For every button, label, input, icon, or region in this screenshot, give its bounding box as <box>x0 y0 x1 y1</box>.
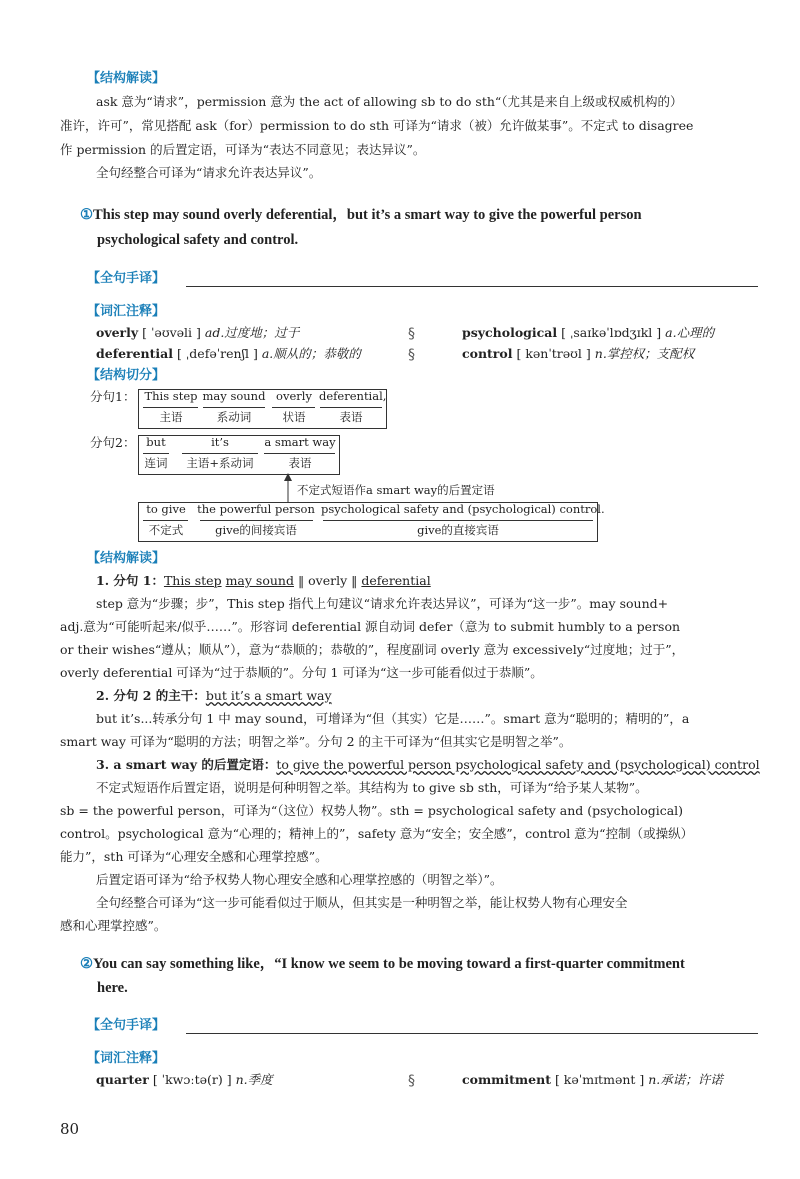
sentence-2-text: You can say something like，“I know we seem to be moving toward a first-quarter commitment <box>93 956 685 972</box>
page-number: 80 <box>60 1120 80 1138</box>
analysis-2-line: smart way 可译为“聪明的方法；明智之举”。分句 2 的主干可译为“但其实它是明智之举”。 <box>60 734 572 749</box>
analysis-1-line: or their wishes“遵从；顺从”），意为“恭顺的；恭敬的”，程度副词 overly 意为 excessively“过度地；过于”， <box>60 642 685 657</box>
clause-word: This step <box>144 389 198 403</box>
sentence-number: ② <box>80 956 93 972</box>
clause-word: may sound <box>202 389 266 403</box>
separator-icon: § <box>408 347 415 363</box>
analysis-3-line: sb = the powerful person，可译为“（这位）权势人物”。sth = psychological safety and (psychological) <box>60 803 684 818</box>
analysis-1-line: overly deferential 可译为“过于恭顺的”。分句 1 可译为“这一步可能看似过于恭顺”。 <box>60 665 543 680</box>
separator-icon: § <box>408 326 415 342</box>
analysis-3-title: 3. a smart way 的后置定语：to give the powerful person psychological safety and (psychological) control <box>96 757 760 772</box>
analysis-3-line: 不定式短语作后置定语，说明是何种明智之举。其结构为 to give sb sth，可译为“给予某人某物”。 <box>96 780 648 795</box>
clause-2-label: 分句2： <box>90 435 136 450</box>
structure-split-heading: 【结构切分】 <box>87 368 166 383</box>
vocab-heading: 【词汇注释】 <box>87 304 166 319</box>
clause-word: to give <box>146 502 186 516</box>
attributive-translation: 后置定语可译为“给予权势人物心理安全感和心理掌控感的（明智之举）”。 <box>96 872 503 887</box>
full-translation-line: 感和心理掌控感”。 <box>60 918 167 933</box>
sec1-line-3: 作 permission 的后置定语，可译为“表达不同意见；表达异议”。 <box>60 142 426 157</box>
full-translation-line: 全句经整合可译为“这一步可能看似过于顺从，但其实是一种明智之举，能让权势人物有心理安全 <box>96 895 628 910</box>
analysis-1-line: step 意为“步骤；步”，This step 指代上句建议“请求允许表达异议”，可译为“这一步”。may sound+ <box>96 596 669 611</box>
clause-word: overly <box>276 389 312 403</box>
analysis-3-line: control。psychological 意为“心理的；精神上的”，safety 意为“安全；安全感”，control 意为“控制（或操纵） <box>60 826 694 841</box>
sentence-2-line-2: here. <box>97 980 128 996</box>
clause-word: deferential, <box>319 389 387 403</box>
analysis-3-line: 能力”，sth 可译为“心理安全感和心理掌控感”。 <box>60 849 328 864</box>
sentence-1-text: This step may sound overly deferential，but it’s a smart way to give the powerful person <box>93 207 642 223</box>
sentence-1-line-2: psychological safety and control. <box>97 232 299 248</box>
sentence-1-line-1 <box>80 204 642 226</box>
clause-word: the powerful person <box>197 502 315 516</box>
vocab-item: quarter [ ˈkwɔːtə(r) ] n.季度 <box>96 1072 273 1087</box>
vocab-item: overly [ ˈəʊvəli ] ad.过度地；过于 <box>96 325 300 340</box>
clause-word: a smart way <box>264 435 336 449</box>
sentence-number: ① <box>80 207 93 223</box>
vocab-item: control [ kənˈtrəʊl ] n.掌控权；支配权 <box>462 346 695 361</box>
clause-role: 主语 <box>159 410 183 424</box>
arrow-up-icon <box>282 473 294 503</box>
clause-word: it’s <box>211 435 229 449</box>
clause-role: 连词 <box>144 456 168 470</box>
clause-role: 不定式 <box>148 523 184 537</box>
sec1-line-1: ask 意为“请求”，permission 意为 the act of allowing sb to do sth“（尤其是来自上级或权威机构的） <box>96 94 683 109</box>
separator-icon: § <box>408 1073 415 1089</box>
analysis-heading: 【结构解读】 <box>87 551 166 566</box>
vocab-item: commitment [ kəˈmɪtmənt ] n.承诺；许诺 <box>462 1072 723 1087</box>
structure-analysis-heading: 【结构解读】 <box>87 71 166 86</box>
translation-blank-line[interactable] <box>186 1033 758 1034</box>
clause-word: but <box>146 435 166 449</box>
analysis-1-title: 1. 分句 1：This step may sound ‖ overly ‖ deferential <box>96 573 431 588</box>
clause-role: 状语 <box>282 410 306 424</box>
clause-role: 表语 <box>288 456 312 470</box>
clause-role: 表语 <box>339 410 363 424</box>
vocab-item: psychological [ ˌsaɪkəˈlɒdʒɪkl ] a.心理的 <box>462 325 715 340</box>
analysis-2-line: but it’s...转承分句 1 中 may sound，可增译为“但（其实）它是……”。smart 意为“聪明的；精明的”，a <box>96 711 690 726</box>
vocab-heading: 【词汇注释】 <box>87 1051 166 1066</box>
clause-word: psychological safety and (psychological) control. <box>321 502 605 516</box>
translation-heading: 【全句手译】 <box>87 1018 166 1033</box>
clause-role: 系动词 <box>216 410 252 424</box>
clause-role: 主语+系动词 <box>186 456 254 470</box>
analysis-2-title: 2. 分句 2 的主干：but it’s a smart way <box>96 688 332 703</box>
translation-blank-line[interactable] <box>186 286 758 287</box>
arrow-note: 不定式短语作a smart way的后置定语 <box>297 483 495 497</box>
sec1-summary: 全句经整合可译为“请求允许表达异议”。 <box>96 165 322 180</box>
sec1-line-2: 准许，许可”，常见搭配 ask（for）permission to do sth 可译为“请求（被）允许做某事”。不定式 to disagree <box>60 118 694 133</box>
analysis-1-line: adj.意为“可能听起来/似乎……”。形容词 deferential 源自动词 defer（意为 to submit humbly to a person <box>60 619 681 634</box>
clause-role: give的直接宾语 <box>417 523 499 537</box>
sentence-2-line-1 <box>80 953 685 975</box>
vocab-item: deferential [ ˌdefəˈrenʃl ] a.顺从的；恭敬的 <box>96 346 361 361</box>
translation-heading: 【全句手译】 <box>87 271 166 286</box>
clause-1-label: 分句1： <box>90 389 136 404</box>
clause-role: give的间接宾语 <box>215 523 297 537</box>
